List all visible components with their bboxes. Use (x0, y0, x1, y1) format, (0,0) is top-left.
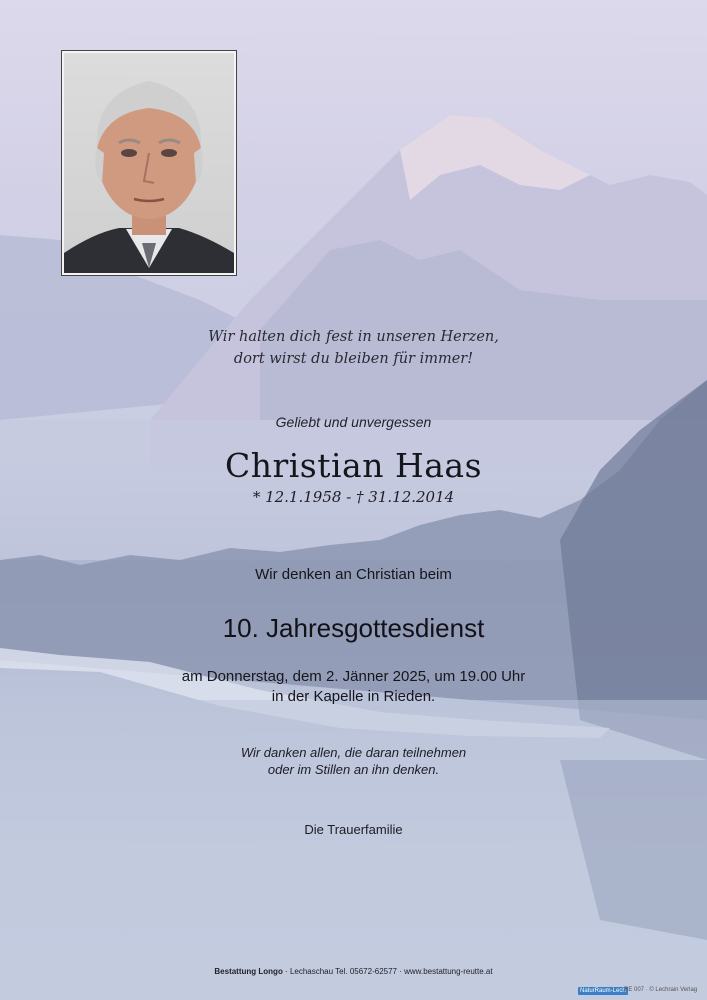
event-title: 10. Jahresgottesdienst (222, 613, 485, 643)
thanks-line-2: oder im Stillen an ihn denken. (267, 762, 440, 777)
family-signature: Die Trauerfamilie (304, 822, 403, 837)
thanks-message (0, 744, 707, 778)
verse (0, 326, 707, 370)
publisher-credit: RE 007 · © Lechrain Verlag (624, 987, 698, 993)
event-location: in der Kapelle in Rieden. (271, 688, 436, 705)
portrait-illustration (64, 53, 234, 273)
event-details (0, 667, 707, 707)
thanks-line-1: Wir danken allen, die daran teilnehmen (240, 745, 467, 760)
verse-line-2: dort wirst du bleiben für immer! (233, 351, 474, 367)
funeral-home-name: Bestattung Longo (214, 967, 283, 976)
event-date-time: am Donnerstag, dem 2. Jänner 2025, um 19.00 Uhr (181, 668, 526, 685)
verse-line-1: Wir halten dich fest in unseren Herzen, (208, 329, 499, 345)
remembrance-intro: Wir denken an Christian beim (255, 566, 452, 583)
life-dates: * 12.1.1958 - † 31.12.2014 (252, 488, 455, 506)
beloved-heading: Geliebt und unvergessen (275, 414, 432, 430)
funeral-home-details: · Lechaschau Tel. 05672-62577 · www.bestattung-reutte.at (282, 967, 493, 976)
naturraum-logo: NaturRaum-Lech (580, 988, 626, 994)
deceased-name: Christian Haas (224, 446, 483, 485)
portrait-photo (61, 50, 237, 276)
footer (0, 967, 707, 976)
